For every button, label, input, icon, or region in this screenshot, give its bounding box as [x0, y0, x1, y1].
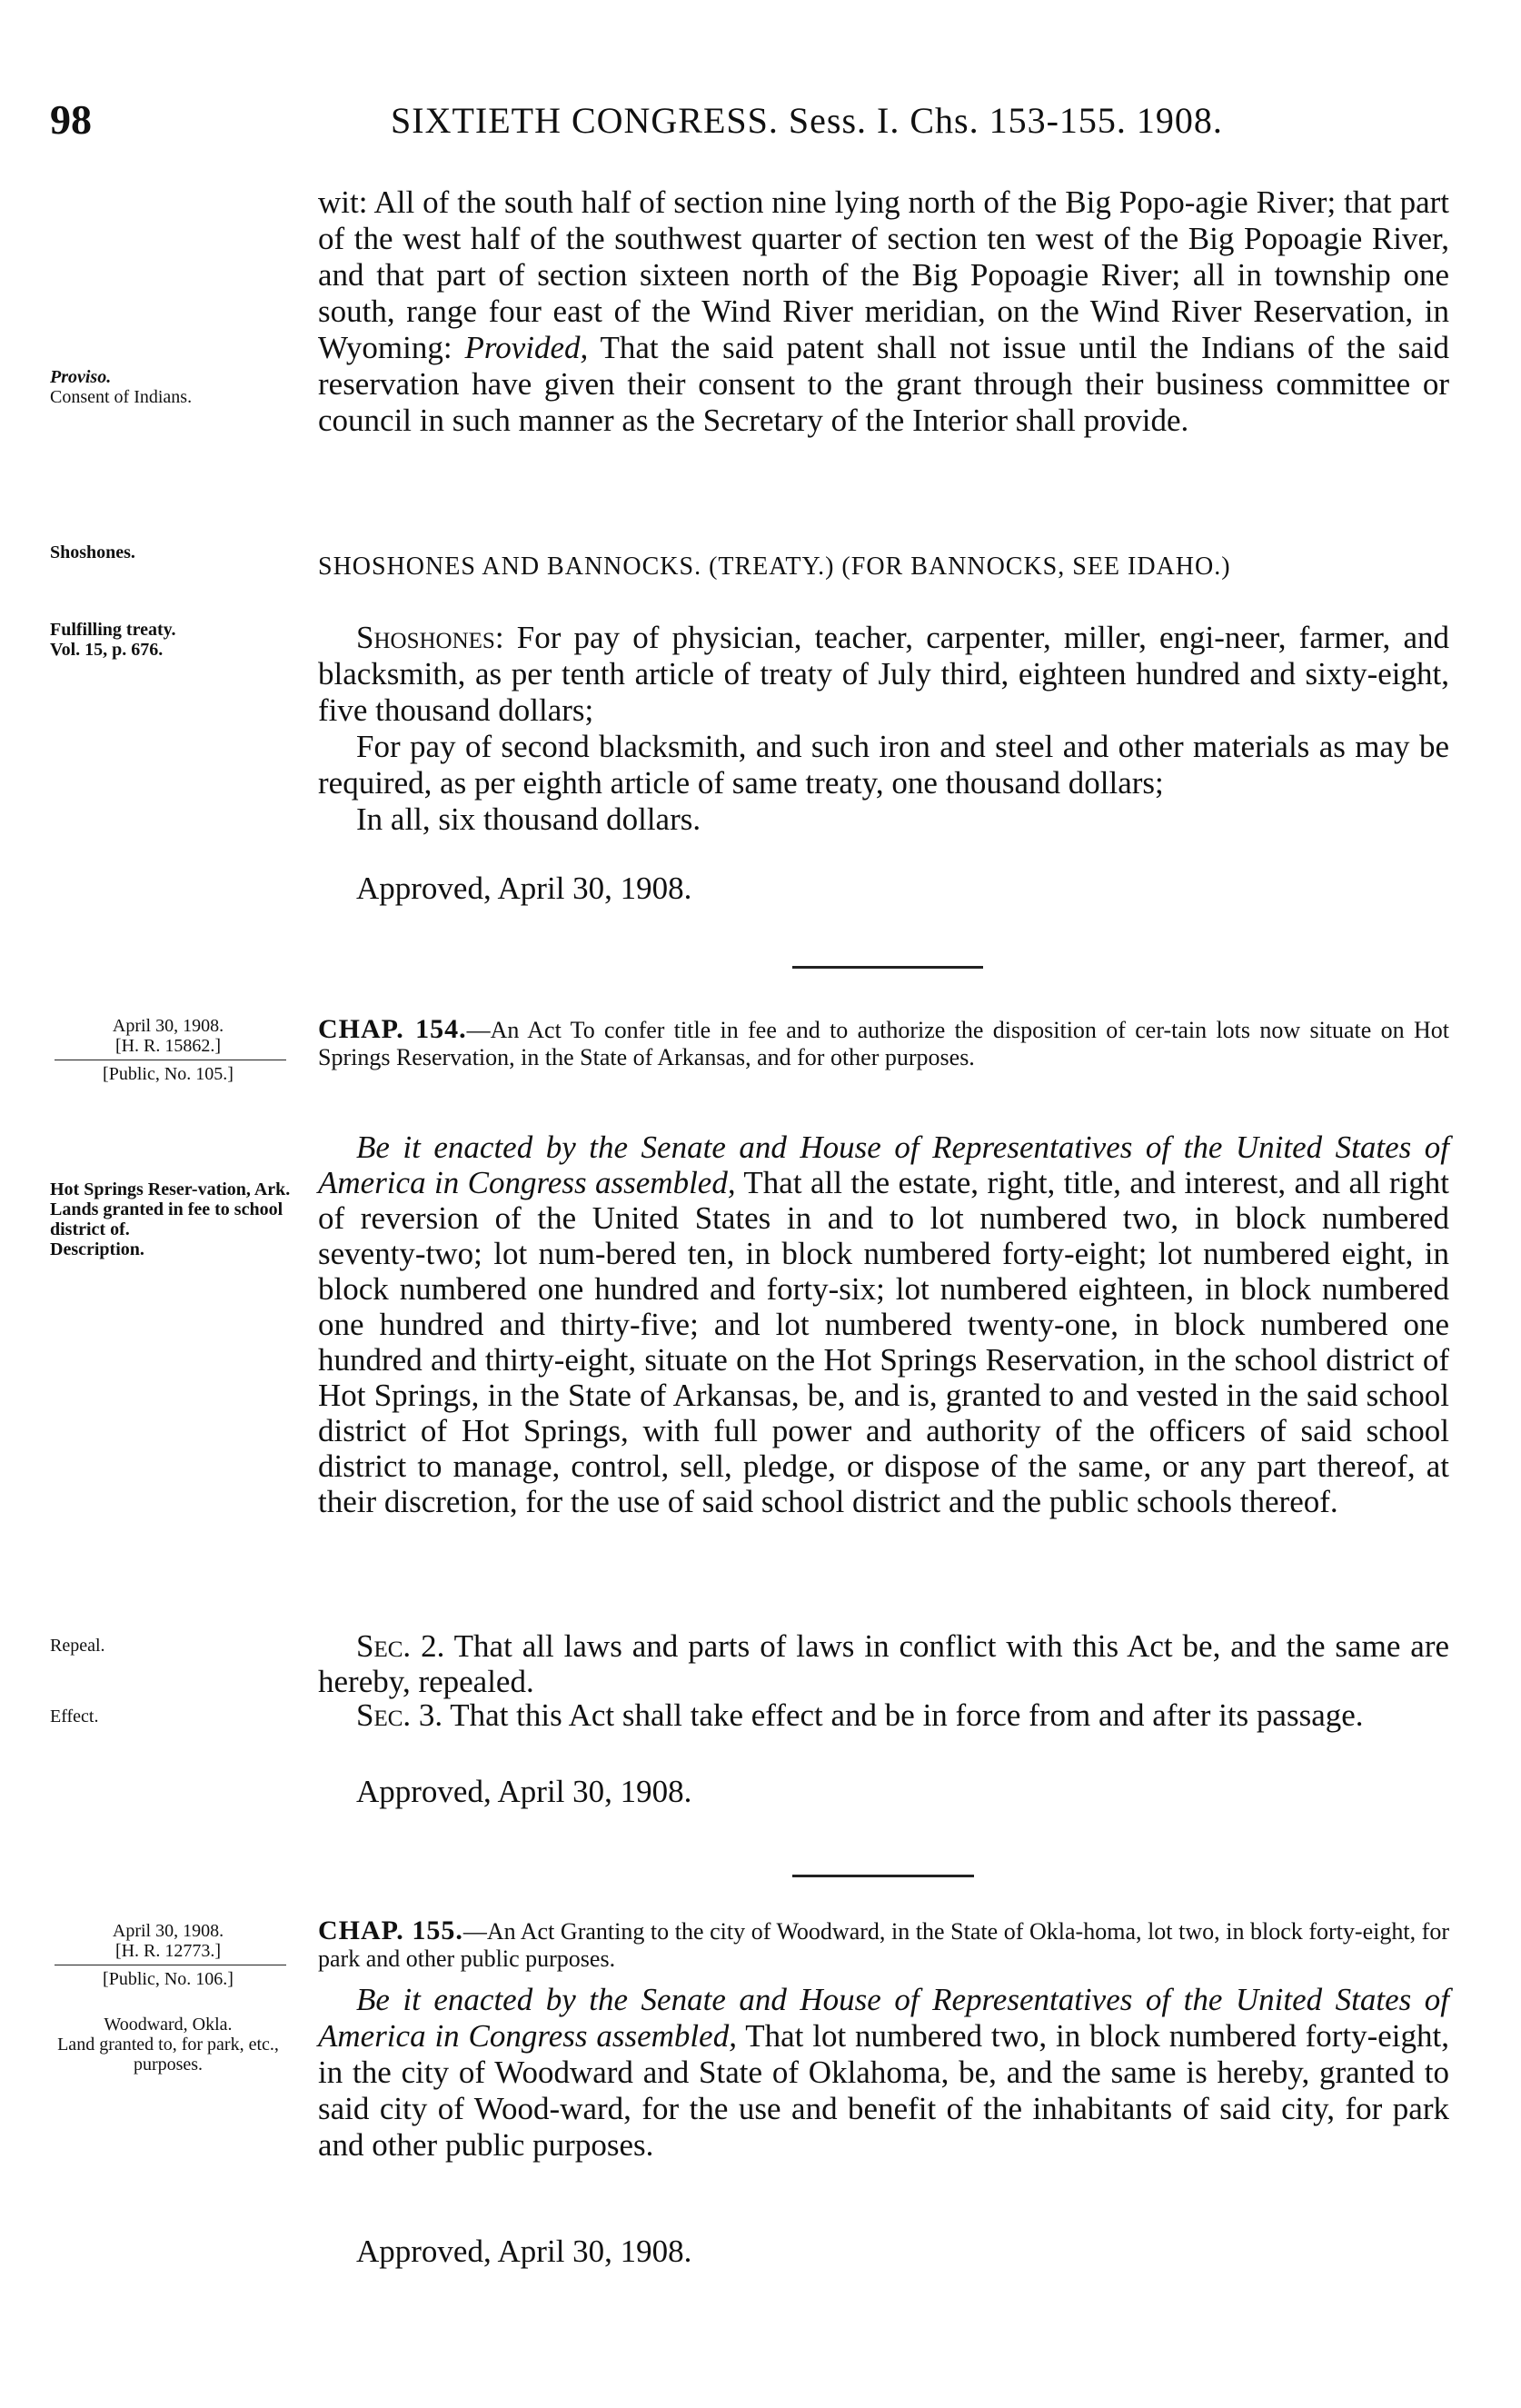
shoshones-lead: Shoshones: [356, 620, 504, 655]
chap154-enacting-clause: Be it enacted by the Senate and House of Representatives of the United States of America in Congress assembled, [318, 1129, 1449, 1200]
margin-date-154: April 30, 1908. [112, 1016, 224, 1036]
running-head: SIXTIETH CONGRESS. Sess. I. Chs. 153-155. 1908. [391, 100, 1223, 141]
chap154-section-3 [318, 1697, 1449, 1733]
margin-bill-154: [H. R. 15862.] [114, 1036, 222, 1056]
margin-proviso: Proviso. [50, 367, 112, 387]
chap155-body [318, 1982, 1449, 2164]
margin-description: Description. [50, 1239, 144, 1259]
chap155-label: CHAP. 155. [318, 1915, 463, 1945]
chap155-enacting-clause: Be it enacted by the Senate and House of Representatives of the United States of America in Congress assembled, [318, 1982, 1449, 2054]
chap154-heading [318, 1016, 1449, 1071]
margin-note-chap154-citation [50, 1016, 313, 1084]
margin-note-repeal [50, 1636, 313, 1656]
sec3-label: Sec. 3. [356, 1697, 443, 1733]
sec3-text: That this Act shall take effect and be in force from and after its passage. [450, 1697, 1364, 1733]
margin-note-woodward [50, 2015, 313, 2075]
margin-public-154: [Public, No. 105.] [103, 1064, 234, 1084]
section-divider [792, 966, 983, 969]
chap154-section-2 [318, 1628, 1449, 1699]
shoshones-para-3: In all, six thousand dollars. [356, 801, 701, 837]
margin-note-proviso [50, 367, 313, 407]
sec2-label: Sec. 2. [356, 1628, 445, 1664]
margin-shoshones: Shoshones. [50, 542, 135, 562]
margin-effect: Effect. [50, 1706, 99, 1726]
chap155-text: That lot numbered two, in block numbered forty-eight, in the city of Woodward and State of Oklahoma, be, and the same is hereby, granted to said city of Wood-ward, for the use and benefit of the inhabitants of said city, for park and other public purposes. [318, 2018, 1450, 2163]
page-number: 98 [50, 96, 92, 143]
sec2-text: That all laws and parts of laws in conflict with this Act be, and the same are hereby, repealed. [318, 1628, 1450, 1699]
margin-date-155: April 30, 1908. [112, 1921, 224, 1941]
margin-woodward: Woodward, Okla. [104, 2015, 233, 2035]
continuation-text-2: That the said patent shall not issue until the Indians of the said reservation have given their consent to the grant through their business committee or council in such manner as the Secretary of the Interior shall provide. [318, 330, 1450, 438]
chap155-heading [318, 1917, 1449, 1973]
margin-note-shoshones [50, 542, 313, 562]
margin-lands-granted: Lands granted in fee to school district of. [50, 1199, 283, 1239]
margin-note-effect [50, 1706, 313, 1726]
shoshones-para-2: For pay of second blacksmith, and such iron and steel and other materials as may be required, as per eighth article of same treaty, one thousand dollars; [318, 729, 1449, 801]
margin-consent: Consent of Indians. [50, 387, 193, 407]
shoshones-heading: SHOSHONES AND BANNOCKS. (TREATY.) (FOR BANNOCKS, SEE IDAHO.) [318, 552, 1231, 581]
shoshones-body [318, 620, 1449, 838]
margin-note-treaty [50, 620, 313, 660]
section-divider [792, 1875, 974, 1877]
shoshones-approved: Approved, April 30, 1908. [356, 871, 692, 906]
chap155-title: —An Act Granting to the city of Woodward, in the State of Okla-homa, lot two, in block forty-eight, for park and other public purposes. [318, 1918, 1449, 1972]
continuation-paragraph [318, 184, 1449, 439]
margin-note-chap155-citation [50, 1921, 313, 1989]
provided-word: Provided, [464, 330, 589, 365]
margin-repeal: Repeal. [50, 1636, 105, 1656]
shoshones-para-1: For pay of physician, teacher, carpenter, miller, engi-neer, farmer, and blacksmith, as per tenth article of treaty of July third, eighteen hundred and sixty-eight, five thousand dollars; [318, 620, 1450, 728]
chap155-approved: Approved, April 30, 1908. [356, 2234, 692, 2269]
page-header [50, 95, 1449, 150]
margin-hot-springs: Hot Springs Reser-vation, Ark. [50, 1179, 291, 1199]
chap154-label: CHAP. 154. [318, 1014, 467, 1044]
chap154-body [318, 1129, 1449, 1519]
continuation-text: wit: All of the south half of section nine lying north of the Big Popo-agie River; that part of the west half of the southwest quarter of section ten west of the Big Popoagie River, and that part of section sixteen north of the Big Popoagie River; all in township one south, range four east of the Wind River meridian, on the Wind River Reservation, in Wyoming: [318, 184, 1449, 365]
margin-public-155: [Public, No. 106.] [103, 1969, 234, 1989]
chap154-approved: Approved, April 30, 1908. [356, 1774, 692, 1809]
margin-bill-155: [H. R. 12773.] [114, 1941, 222, 1961]
chap154-text: That all the estate, right, title, and interest, and all right of reversion of the United States in and to lot numbered two, in block numbered seventy-two; lot num-bered ten, in block numbered forty-eight; lot numbered eight, in block numbered one hundred and forty-six; lot numbered eighteen, in block numbered one hundred and thirty-five; and lot numbered twenty-one, in block numbered one hundred and thirty-eight, situate on the Hot Springs Reservation, in the school district of Hot Springs, in the State of Arkansas, be, and is, granted to and vested in the said school district of Hot Springs, with full power and authority of the officers of said school district to manage, control, sell, pledge, or dispose of the same, or any part thereof, at their discretion, for the use of said school district and the public schools thereof. [318, 1165, 1450, 1519]
chap154-title: —An Act To confer title in fee and to authorize the disposition of cer-tain lots now situate on Hot Springs Reservation, in the State of Arkansas, and for other purposes. [318, 1017, 1449, 1070]
margin-volume: Vol. 15, p. 676. [50, 640, 164, 660]
margin-land-granted: Land granted to, for park, etc., purposes. [57, 2035, 279, 2075]
margin-fulfilling: Fulfilling treaty. [50, 620, 176, 640]
margin-note-hot-springs [50, 1179, 313, 1259]
